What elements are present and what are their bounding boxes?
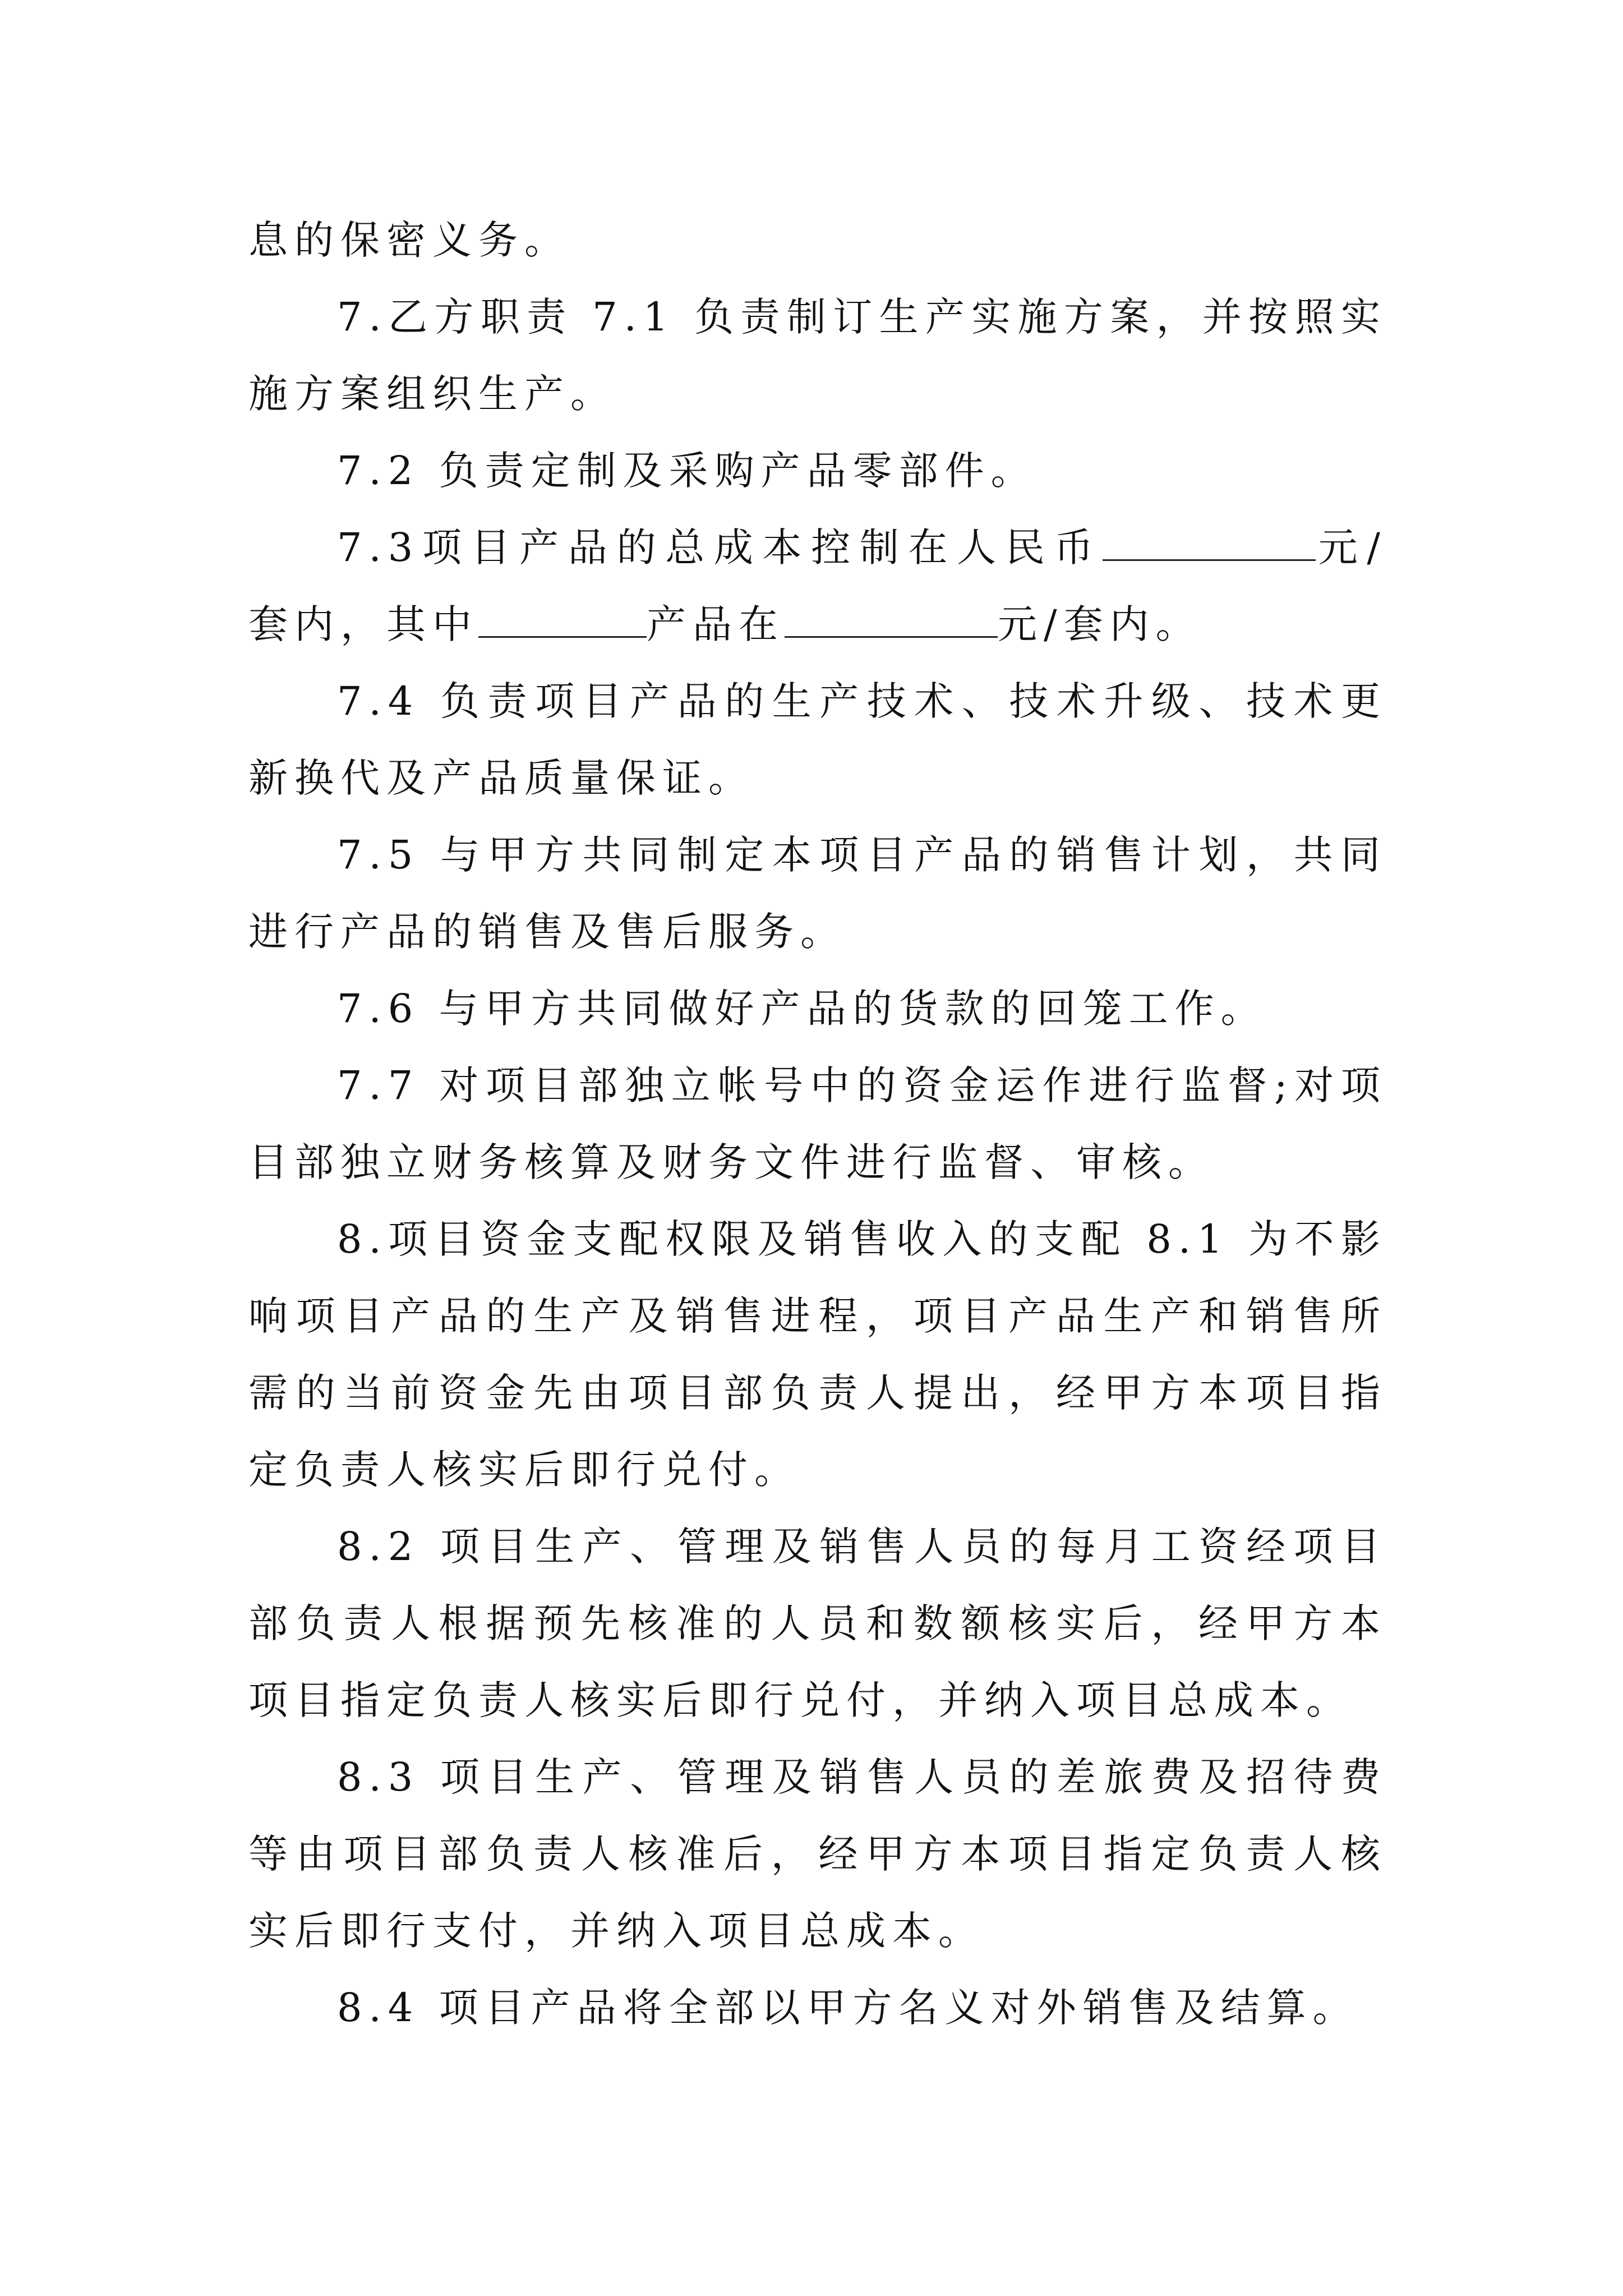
paragraph-8-2: 8.2 项目生产、管理及销售人员的每月工资经项目部负责人根据预先核准的人员和数额核实后，经甲方本项目指定负责人核实后即行兑付，并纳入项目总成本。 [248,1524,1387,1723]
document-body [248,202,1387,2046]
paragraph-7-7: 7.7 对项目部独立帐号中的资金运作进行监督;对项目部独立财务核算及财务文件进行监督、审核。 [248,1062,1387,1185]
paragraph-7-2: 7.2 负责定制及采购产品零部件。 [337,448,1037,494]
paragraph-8-3: 8.3 项目生产、管理及销售人员的差旅费及招待费等由项目部负责人核准后，经甲方本项目指定负责人核实后即行支付，并纳入项目总成本。 [248,1754,1387,1954]
clause-7-3-text-c: 产品在 [647,601,785,647]
clause-7-3-text-d: 元/套内。 [998,601,1202,647]
paragraph-7-3 [248,509,1387,663]
blank-product-name [478,605,647,638]
paragraph-7-4: 7.4 负责项目产品的生产技术、技术升级、技术更新换代及产品质量保证。 [248,678,1387,801]
paragraph-7-6: 7.6 与甲方共同做好产品的货款的回笼工作。 [337,986,1267,1032]
clause-7-3-text-b: 元/套内，其中 [248,524,1387,647]
clause-7-3-text-a: 7.3项目产品的总成本控制在人民币 [337,524,1103,570]
paragraph-7-5: 7.5 与甲方共同制定本项目产品的销售计划，共同进行产品的销售及售后服务。 [248,832,1387,955]
paragraph-confidentiality-tail: 息的保密义务。 [248,217,570,263]
paragraph-8-4: 8.4 项目产品将全部以甲方名义对外销售及结算。 [337,1985,1359,2031]
blank-total-cost [1103,528,1316,561]
paragraph-8-1: 8.项目资金支配权限及销售收入的支配 8.1 为不影响项目产品的生产及销售进程，项目产品生产和销售所需的当前资金先由项目部负责人提出，经甲方本项目指定负责人核实后即行兑付。 [248,1216,1387,1493]
paragraph-7-1: 7.乙方职责 7.1 负责制订生产实施方案，并按照实施方案组织生产。 [248,294,1387,417]
blank-product-cost [785,605,998,638]
